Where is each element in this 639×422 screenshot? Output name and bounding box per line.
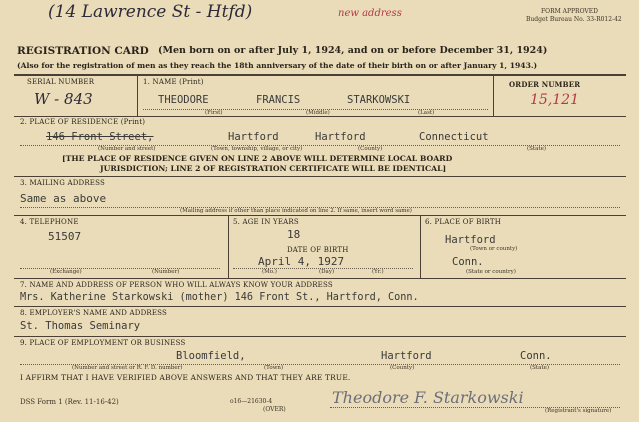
middle-name: FRANCIS [256, 94, 301, 106]
rule [14, 278, 626, 279]
residence-street: 146 Front Street, [46, 131, 154, 143]
signature-caption: (Registrant's signature) [545, 408, 612, 414]
rule-top [14, 74, 626, 76]
telephone-value: 51507 [48, 230, 82, 243]
order-number-value: 15,121 [530, 92, 579, 108]
divider [493, 75, 494, 116]
print-code: o16—21630-4 [230, 398, 273, 405]
telephone-exchange-caption: (Exchange) [50, 269, 82, 275]
age-label: 5. AGE IN YEARS [233, 218, 299, 226]
employer-value: St. Thomas Seminary [20, 320, 141, 332]
mailing-address-value: Same as above [20, 192, 107, 205]
residence-street-caption: (Number and street) [98, 146, 156, 152]
divider [137, 75, 138, 116]
divider [420, 215, 421, 278]
eligibility-line: (Men born on or after July 1, 1924, and on or before December 31, 1924) [158, 45, 548, 56]
dob-day-caption: (Day) [319, 269, 335, 275]
rule [14, 215, 626, 216]
name-label: 1. NAME (Print) [143, 78, 204, 86]
jurisdiction-notice-line2: JURISDICTION; LINE 2 OF REGISTRATION CERTIFICATE WILL BE IDENTICAL] [100, 164, 447, 173]
date-of-birth-value: April 4, 1927 [258, 255, 345, 268]
residence-county: Hartford [315, 131, 366, 143]
budget-bureau-number: Budget Bureau No. 33-R012-42 [526, 16, 622, 23]
residence-county-caption: (County) [358, 146, 383, 152]
employment-county: Hartford [381, 350, 432, 362]
serial-number-label: SERIAL NUMBER [27, 78, 95, 86]
first-name: THEODORE [158, 94, 209, 106]
employment-town-caption: (Town) [264, 365, 284, 371]
mailing-address-caption: (Mailing address if other than place indicated on line 2. If same, insert word same) [180, 208, 412, 214]
red-handwritten-note: new address [338, 8, 402, 19]
birth-town-value: Hartford [445, 234, 496, 246]
birth-state-value: Conn. [452, 256, 484, 268]
order-number-label: ORDER NUMBER [509, 80, 581, 89]
residence-state-caption: (State) [527, 146, 547, 152]
divider [228, 215, 229, 278]
over-note: (OVER) [263, 406, 286, 413]
employment-town: Bloomfield, [176, 350, 246, 362]
contact-person-label: 7. NAME AND ADDRESS OF PERSON WHO WILL ALWAYS KNOW YOUR ADDRESS [20, 281, 333, 289]
birth-town-caption: (Town or county) [470, 246, 518, 252]
rule [14, 176, 626, 177]
birth-state-caption: (State or country) [466, 269, 516, 275]
first-caption: (First) [205, 110, 223, 116]
age-value: 18 [287, 228, 301, 241]
handwritten-address-note: (14 Lawrence St - Htfd) [48, 2, 253, 22]
employment-state-caption: (State) [530, 365, 550, 371]
employment-street-caption: (Number and street or R. F. D. number) [72, 365, 183, 371]
employment-place-label: 9. PLACE OF EMPLOYMENT OR BUSINESS [20, 339, 186, 347]
residence-state: Connecticut [419, 131, 489, 143]
serial-number-value: W - 843 [34, 90, 93, 108]
form-approved-label: FORM APPROVED [541, 8, 598, 15]
dob-month-caption: (Mo.) [262, 269, 277, 275]
residence-town: Hartford [228, 131, 279, 143]
rule [14, 336, 626, 337]
middle-caption: (Middle) [306, 110, 330, 116]
telephone-number-caption: (Number) [152, 269, 180, 275]
registrant-signature: Theodore F. Starkowski [332, 388, 524, 407]
mailing-address-label: 3. MAILING ADDRESS [20, 179, 105, 187]
employment-county-caption: (County) [390, 365, 415, 371]
dob-year-caption: (Yr.) [372, 269, 384, 275]
form-number: DSS Form 1 (Rev. 11-16-42) [20, 398, 119, 406]
rule [14, 306, 626, 307]
rule [14, 116, 626, 117]
residence-town-caption: (Town, township, village, or city) [211, 146, 303, 152]
also-registration-line: (Also for the registration of men as they reach the 18th anniversary of the date of their birth on or after January 1, 1943.) [17, 61, 538, 70]
contact-person-value: Mrs. Katherine Starkowski (mother) 146 Front St., Hartford, Conn. [20, 292, 419, 303]
place-of-birth-label: 6. PLACE OF BIRTH [425, 218, 502, 226]
last-name: STARKOWSKI [347, 94, 411, 106]
affirmation-text: I AFFIRM THAT I HAVE VERIFIED ABOVE ANSWERS AND THAT THEY ARE TRUE. [20, 373, 351, 382]
card-title: REGISTRATION CARD [17, 45, 149, 57]
jurisdiction-notice-line1: [THE PLACE OF RESIDENCE GIVEN ON LINE 2 ABOVE WILL DETERMINE LOCAL BOARD [62, 154, 453, 163]
date-of-birth-label: DATE OF BIRTH [287, 246, 349, 254]
residence-label: 2. PLACE OF RESIDENCE (Print) [20, 118, 146, 126]
telephone-label: 4. TELEPHONE [20, 218, 79, 226]
employment-state: Conn. [520, 350, 552, 362]
employer-label: 8. EMPLOYER'S NAME AND ADDRESS [20, 309, 168, 317]
last-caption: (Last) [418, 110, 435, 116]
